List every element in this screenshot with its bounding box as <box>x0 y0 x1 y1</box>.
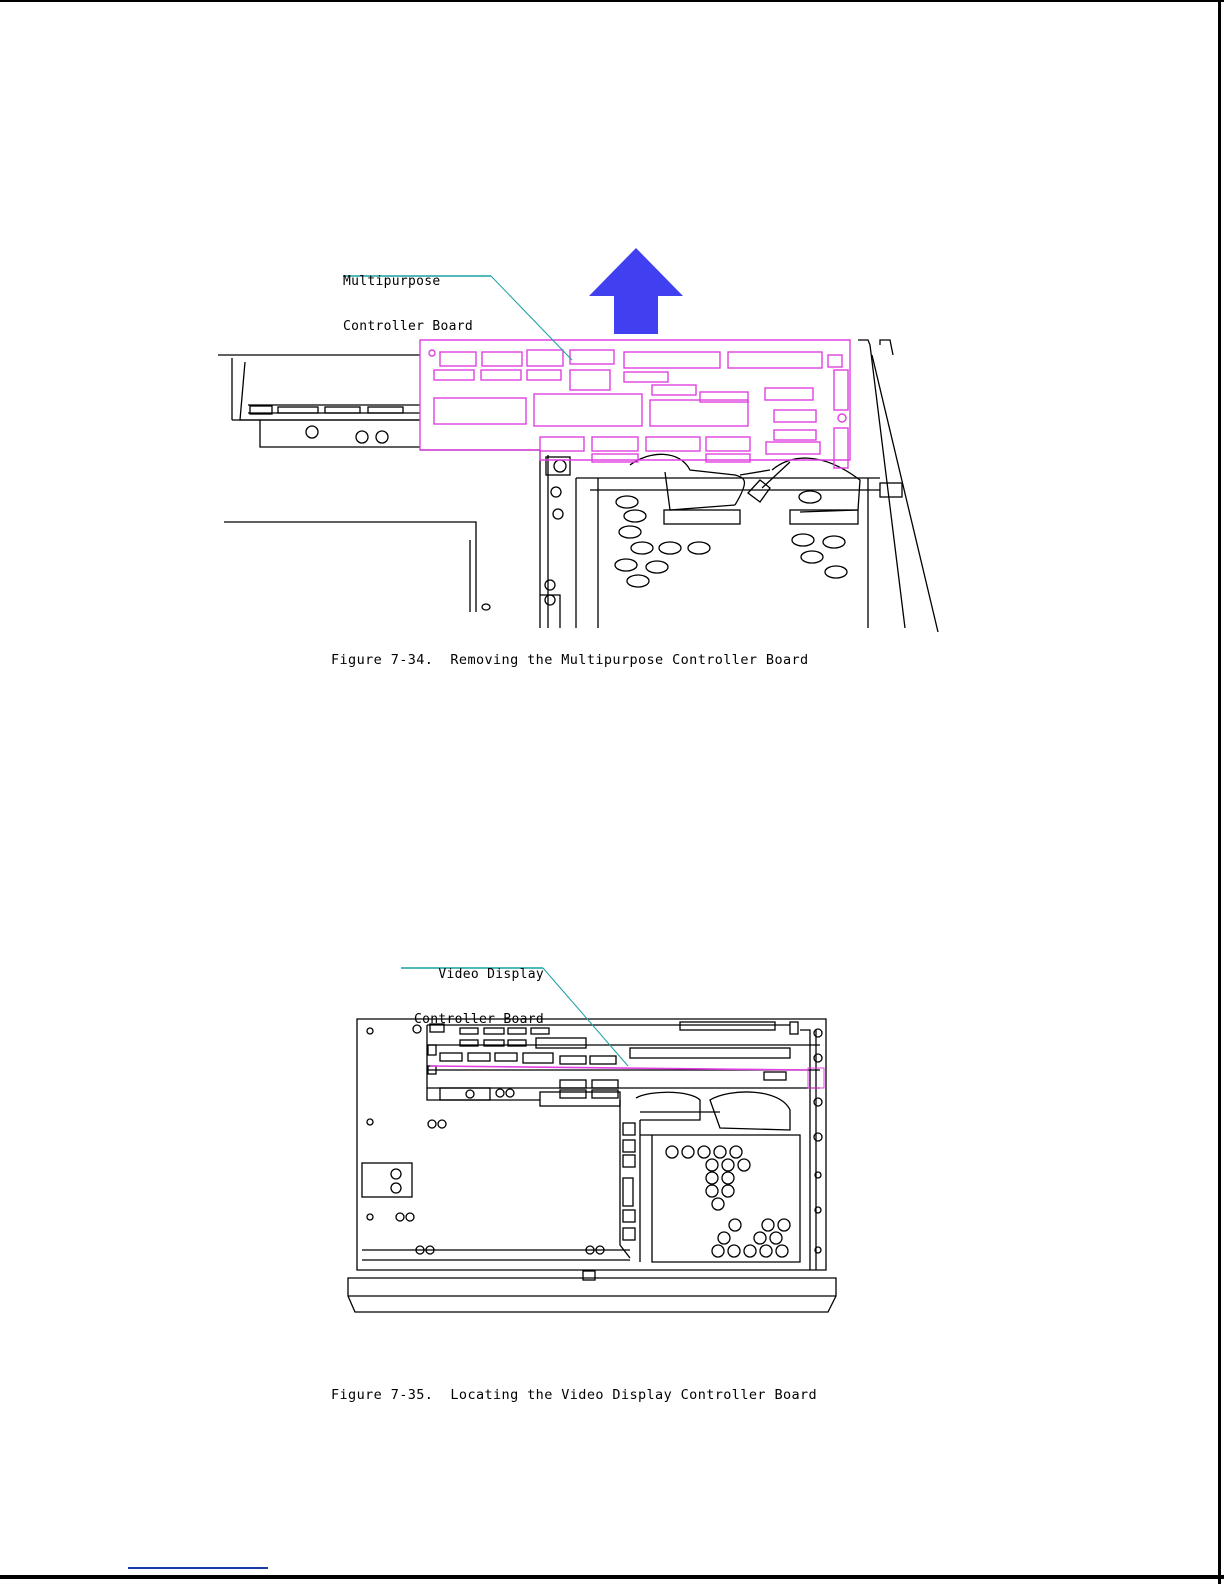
video-display-controller-board-callout <box>400 937 544 1042</box>
figure-7-34-caption: Figure 7-34. Removing the Multipurpose Controller Board <box>331 652 809 668</box>
callout-line-1: Video Display <box>438 967 544 982</box>
callout-line-2: Controller Board <box>413 1012 544 1027</box>
callout-line-2: Controller Board <box>343 319 474 334</box>
callout-line-1: Multipurpose <box>343 274 441 289</box>
figure-7-35-caption: Figure 7-35. Locating the Video Display Controller Board <box>331 1387 818 1403</box>
